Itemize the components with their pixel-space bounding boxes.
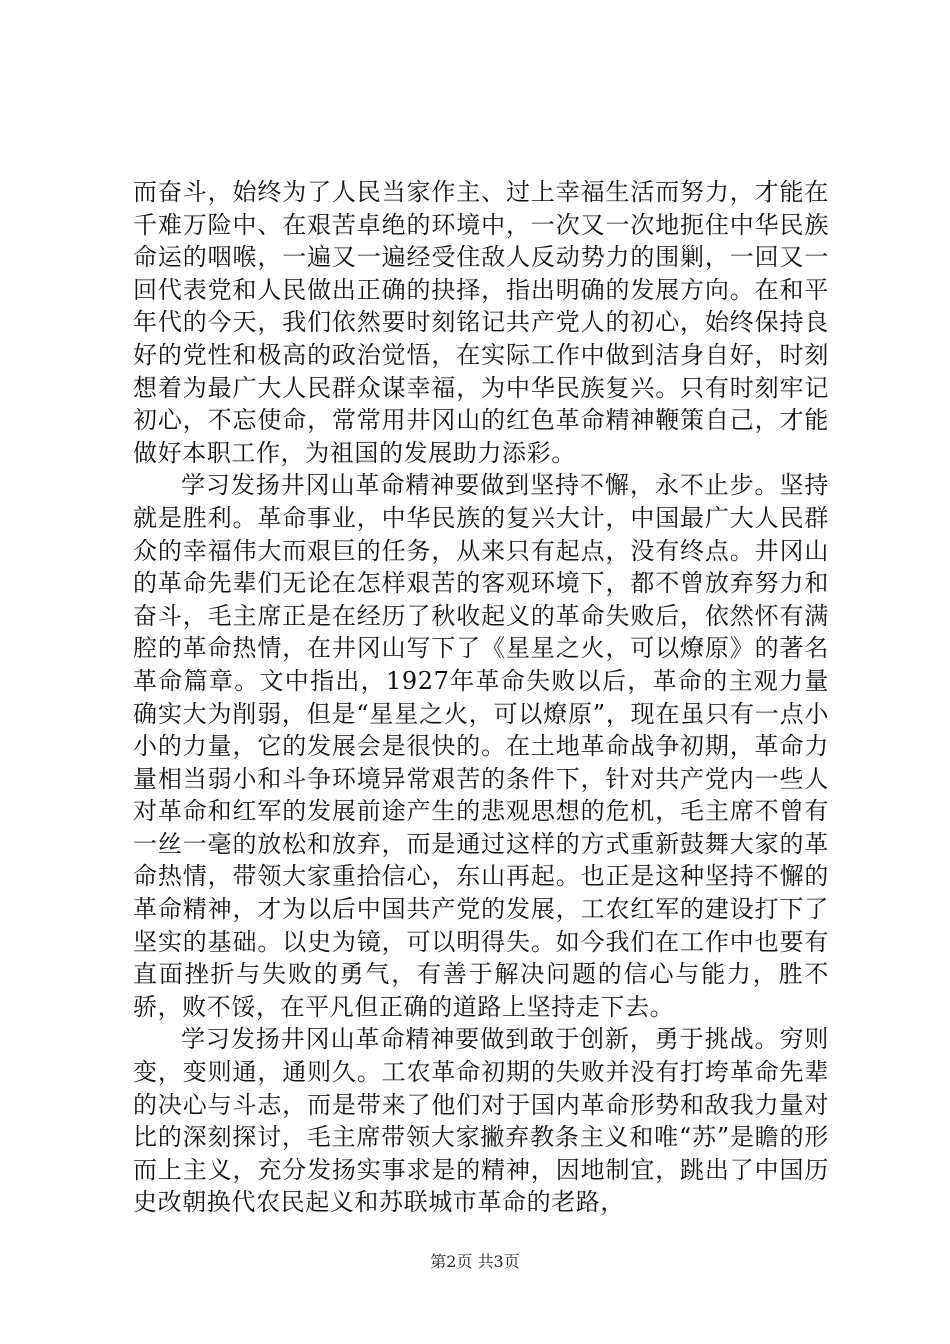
paragraph-innovation: 学习发扬井冈山革命精神要做到敢于创新，勇于挑战。穷则变，变则通，通则久。工农革命初期的失败并没有打垮革命先辈的决心与斗志，而是带来了他们对于国内革命形势和敌我力量对比的深刻探讨，毛主席带领大家撇弃教条主义和唯“苏”是瞻的形而上主义，充分发扬实事求是的精神，因地制宜，跳出了中国历史改朝换代农民起义和苏联城市革命的老路， bbox=[133, 1025, 829, 1217]
paragraph-continued: 而奋斗，始终为了人民当家作主、过上幸福生活而努力，才能在千难万险中、在艰苦卓绝的环境中，一次又一次地扼住中华民族命运的咽喉，一遍又一遍经受住敌人反动势力的围剿，一回又一回代表党和人民做出正确的抉择，指出明确的发展方向。在和平年代的今天，我们依然要时刻铭记共产党人的初心，始终保持良好的党性和极高的政治觉悟，在实际工作中做到洁身自好，时刻想着为最广大人民群众谋幸福，为中华民族复兴。只有时刻牢记初心，不忘使命，常常用井冈山的红色革命精神鞭策自己，才能做好本职工作，为祖国的发展助力添彩。 bbox=[133, 178, 829, 467]
page-number-footer: 第2页 共3页 bbox=[430, 1252, 520, 1271]
paragraph-perseverance: 学习发扬井冈山革命精神要做到坚持不懈，永不止步。坚持就是胜利。革命事业，中华民族的复兴大计，中国最广大人民群众的幸福伟大而艰巨的任务，从来只有起点，没有终点。井冈山的革命先辈们无论在怎样艰苦的客观环境下，都不曾放弃努力和奋斗，毛主席正是在经历了秋收起义的革命失败后，依然怀有满腔的革命热情，在井冈山写下了《星星之火，可以燎原》的著名革命篇章。文中指出，1927年革命失败以后，革命的主观力量确实大为削弱，但是“星星之火，可以燎原”，现在虽只有一点小小的力量，它的发展会是很快的。在土地革命战争初期，革命力量相当弱小和斗争环境异常艰苦的条件下，针对共产党内一些人对革命和红军的发展前途产生的悲观思想的危机，毛主席不曾有一丝一毫的放松和放弃，而是通过这样的方式重新鼓舞大家的革命热情，带领大家重拾信心，东山再起。也正是这种坚持不懈的革命精神，才为以后中国共产党的发展，工农红军的建设打下了坚实的基础。以史为镜，可以明得失。如今我们在工作中也要有直面挫折与失败的勇气，有善于解决问题的信心与能力，胜不骄，败不馁，在平凡但正确的道路上坚持走下去。 bbox=[133, 471, 829, 1021]
body-text bbox=[133, 176, 829, 1219]
